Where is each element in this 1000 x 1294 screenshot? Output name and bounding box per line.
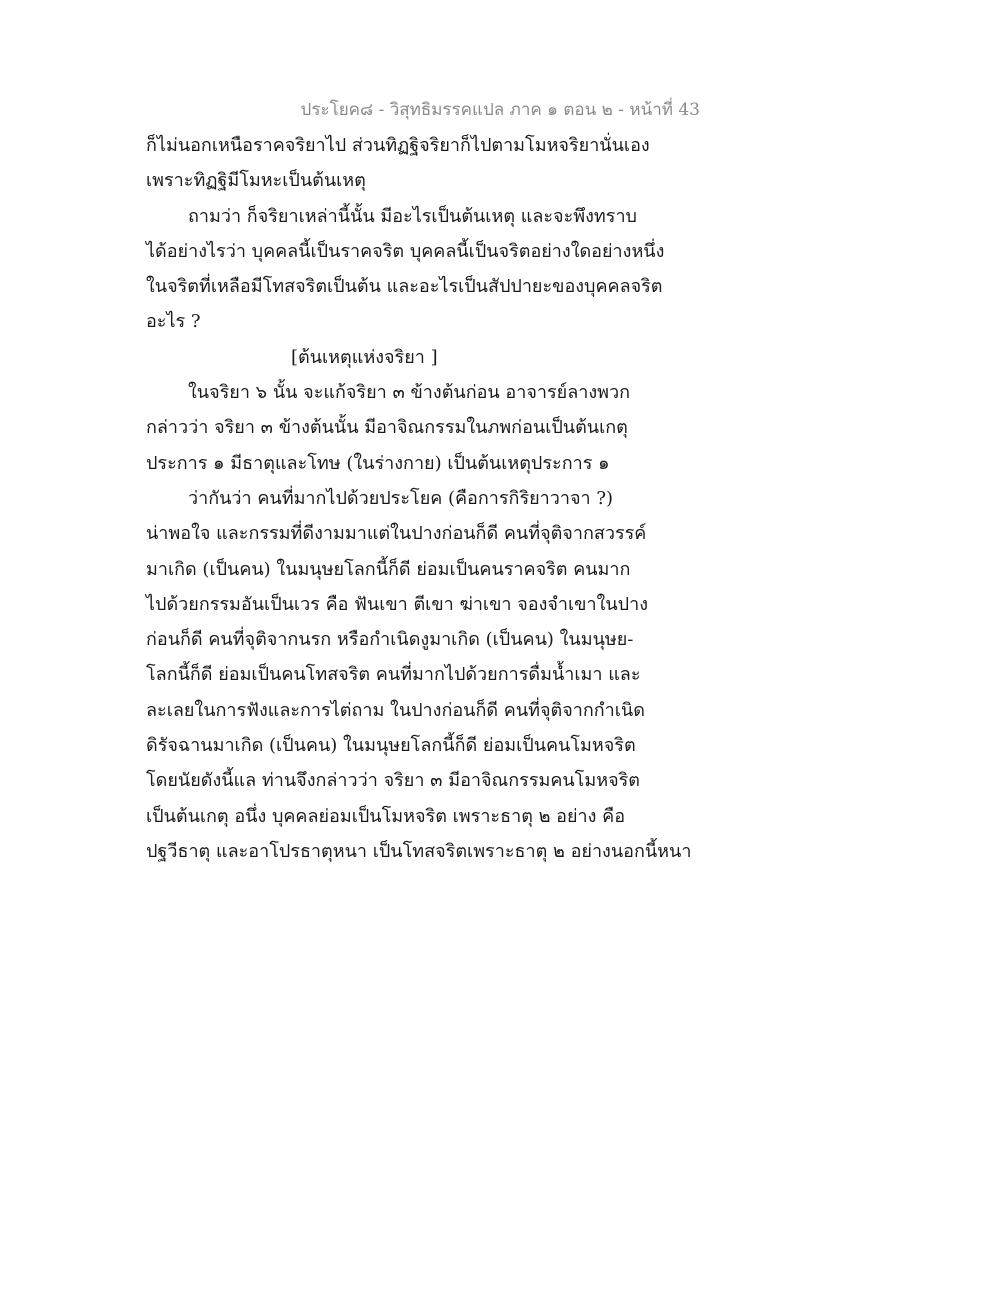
text-line: ในจริตที่เหลือมีโทสจริตเป็นต้น และอะไรเป็นสัปปายะของบุคคลจริต <box>146 276 663 298</box>
text-line: ปฐวีธาตุ และอาโปรธาตุหนา เป็นโทสจริตเพราะธาตุ ๒ อย่างนอกนี้หนา <box>146 840 692 862</box>
text-line: ประการ ๑ มีธาตุและโทษ (ในร่างกาย) เป็นต้นเหตุประการ ๑ <box>146 452 610 474</box>
text-line: ก็ไม่นอกเหนือราคจริยาไป ส่วนทิฏฐิจริยาก็ไปตามโมหจริยานั่นเอง <box>146 135 650 156</box>
text-line: โลกนี้ก็ดี ย่อมเป็นคนโทสจริต คนที่มากไปด้วยการดื่มน้ำเมา และ <box>146 664 641 686</box>
section-heading: [ต้นเหตุแห่งจริยา ] <box>291 346 438 368</box>
text-line: ได้อย่างไรว่า บุคคลนี้เป็นราคจริต บุคคลนี้เป็นจริตอย่างใดอย่างหนึ่ง <box>146 240 665 262</box>
text-line: ละเลยในการฟังและการไต่ถาม ในปางก่อนก็ดี คนที่จุติจากกำเนิด <box>146 699 645 721</box>
text-line: ดิรัจฉานมาเกิด (เป็นคน) ในมนุษยโลกนี้ก็ดี ย่อมเป็นคนโมหจริต <box>146 735 636 757</box>
text-line: มาเกิด (เป็นคน) ในมนุษยโลกนี้ก็ดี ย่อมเป็นคนราคจริต คนมาก <box>146 558 631 580</box>
running-header: ประโยค๘ - วิสุทธิมรรคแปล ภาค ๑ ตอน ๒ - หน้าที่ 43 <box>300 100 700 120</box>
text-line: โดยนัยดังนี้แล ท่านจึงกล่าวว่า จริยา ๓ มีอาจิณกรรมคนโมหจริต <box>146 770 640 792</box>
body-text <box>146 128 692 869</box>
text-line: ไปด้วยกรรมอันเป็นเวร คือ ฟันเขา ตีเขา ฆ่าเขา จองจำเขาในปาง <box>146 593 648 615</box>
text-line: เป็นต้นเกตุ อนึ่ง บุคคลย่อมเป็นโมหจริต เพราะธาตุ ๒ อย่าง คือ <box>146 805 626 827</box>
paragraph-start-line: ถามว่า ก็จริยาเหล่านี้นั้น มีอะไรเป็นต้นเหตุ และจะพึงทราบ <box>188 205 637 227</box>
text-line: น่าพอใจ และกรรมที่ดีงามมาแต่ในปางก่อนก็ดี คนที่จุติจากสวรรค์ <box>146 523 647 545</box>
text-line: กล่าวว่า จริยา ๓ ข้างต้นนั้น มีอาจิณกรรมในภพก่อนเป็นต้นเกตุ <box>146 417 628 439</box>
text-line: อะไร ? <box>146 311 201 333</box>
paragraph-start-line: ในจริยา ๖ นั้น จะแก้จริยา ๓ ข้างต้นก่อน อาจารย์ลางพวก <box>188 382 631 404</box>
paragraph-start-line: ว่ากันว่า คนที่มากไปด้วยประโยค (คือการกิริยาวาจา ?) <box>188 487 614 509</box>
text-line: เพราะทิฏฐิมีโมหะเป็นต้นเหตุ <box>146 170 366 192</box>
text-line: ก่อนก็ดี คนที่จุติจากนรก หรือกำเนิดงูมาเกิด (เป็นคน) ในมนุษย- <box>146 629 634 651</box>
